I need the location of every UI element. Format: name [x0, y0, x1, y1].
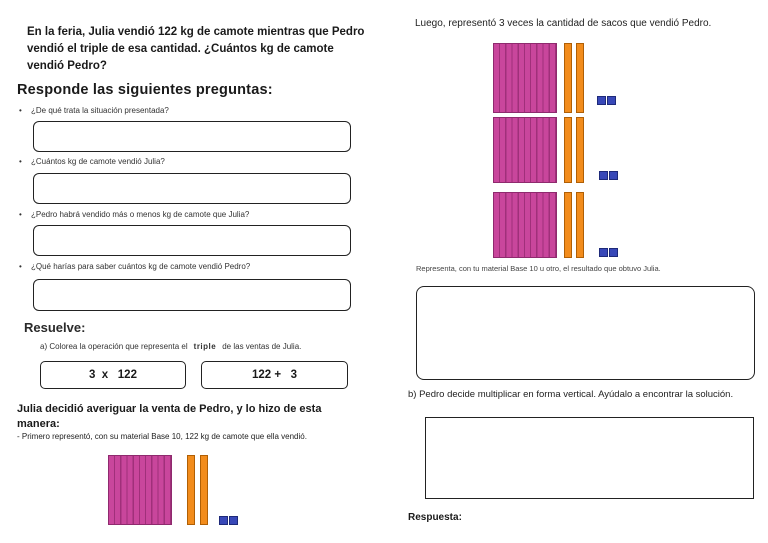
- ten-rod: [564, 192, 572, 258]
- question-4: [19, 262, 250, 271]
- base10-repetition-3: [493, 192, 633, 272]
- base10-repetition-2: [493, 117, 633, 197]
- julia-method-title: Julia decidió averiguar la venta de Pedro, y lo hizo de esta manera:: [17, 403, 322, 430]
- pedro-representation-text: Luego, representó 3 veces la cantidad de sacos que vendió Pedro.: [415, 18, 712, 29]
- ten-rod: [200, 455, 208, 525]
- instruction-a-prefix: a) Colorea la operación que representa el: [40, 342, 188, 351]
- answer-box-1[interactable]: [33, 121, 351, 152]
- instruction-a: [40, 342, 301, 351]
- operation-option-add[interactable]: 122 + 3: [201, 361, 348, 389]
- hundred-flat: [108, 455, 172, 525]
- resuelve-heading: Resuelve:: [24, 320, 86, 335]
- base10-repetition-1: [493, 43, 633, 123]
- question-3-text: ¿Pedro habrá vendido más o menos kg de camote que Julia?: [31, 210, 250, 219]
- represent-instruction: Representa, con tu material Base 10 u otro, el resultado que obtuvo Julia.: [416, 264, 661, 273]
- question-2-text: ¿Cuántos kg de camote vendió Julia?: [31, 157, 165, 166]
- unit-cube: [609, 171, 618, 180]
- question-2: [19, 157, 165, 166]
- bullet-2: •: [19, 157, 22, 166]
- vertical-multiplication-box[interactable]: [425, 417, 754, 499]
- hundred-flat: [493, 43, 557, 113]
- answer-box-3[interactable]: [33, 225, 351, 256]
- unit-cube: [609, 248, 618, 257]
- ten-rod: [564, 43, 572, 113]
- unit-cube: [599, 248, 608, 257]
- answer-label: Respuesta:: [408, 512, 462, 523]
- unit-cube: [599, 171, 608, 180]
- base10-julia-122: [108, 455, 248, 535]
- hundred-flat: [493, 117, 557, 183]
- question-3: [19, 210, 249, 219]
- julia-step-1: - Primero representó, con su material Base 10, 122 kg de camote que ella vendió.: [17, 432, 307, 441]
- bullet-4: •: [19, 262, 22, 271]
- unit-cube: [597, 96, 606, 105]
- ten-rod: [576, 43, 584, 113]
- problem-statement: En la feria, Julia vendió 122 kg de camote mientras que Pedro vendió el triple de esa cantidad. ¿Cuántos kg de camote vendió Pedro?: [27, 26, 365, 72]
- representation-box[interactable]: [416, 286, 755, 380]
- instruction-a-suffix: de las ventas de Julia.: [222, 342, 302, 351]
- hundred-flat: [493, 192, 557, 258]
- bullet-1: •: [19, 106, 22, 115]
- question-1: [19, 106, 169, 115]
- ten-rod: [187, 455, 195, 525]
- answer-box-2[interactable]: [33, 173, 351, 204]
- unit-cube: [607, 96, 616, 105]
- operation-option-multiply[interactable]: 3 x 122: [40, 361, 186, 389]
- ten-rod: [564, 117, 572, 183]
- question-4-text: ¿Qué harías para saber cuántos kg de camote vendió Pedro?: [31, 262, 251, 271]
- ten-rod: [576, 192, 584, 258]
- unit-cube: [219, 516, 228, 525]
- instruction-a-highlight: triple: [193, 342, 217, 351]
- unit-cube: [229, 516, 238, 525]
- ten-rod: [576, 117, 584, 183]
- part-b-instruction: b) Pedro decide multiplicar en forma vertical. Ayúdalo a encontrar la solución.: [408, 389, 734, 400]
- questions-heading: Responde las siguientes preguntas:: [17, 82, 273, 98]
- bullet-3: •: [19, 210, 22, 219]
- answer-box-4[interactable]: [33, 279, 351, 311]
- question-1-text: ¿De qué trata la situación presentada?: [31, 106, 169, 115]
